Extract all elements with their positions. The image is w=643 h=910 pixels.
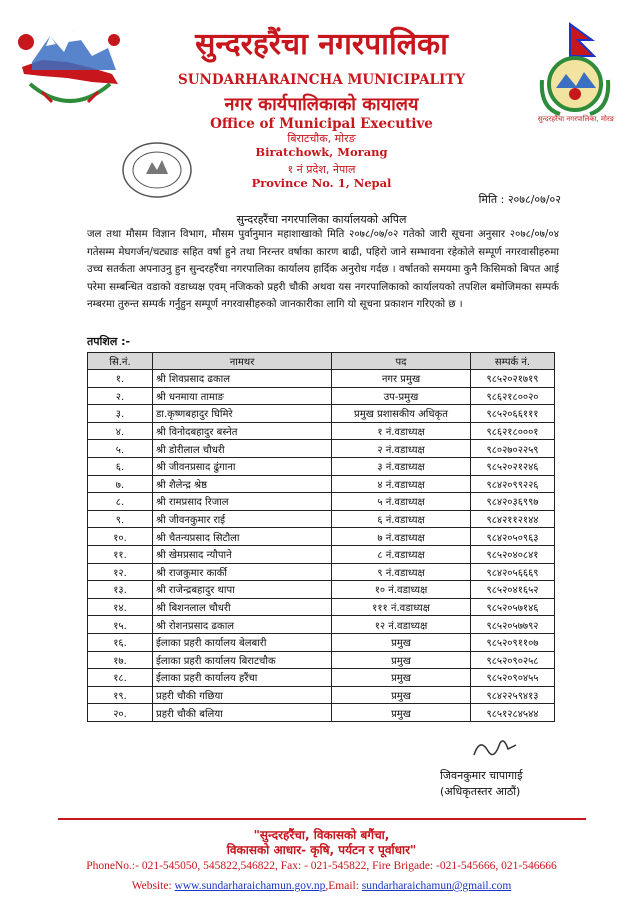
serial-cell: १३. — [88, 581, 153, 599]
municipality-logo-caption: सुन्दरहरैंचा नगरपालिका, मोरङ — [537, 115, 615, 123]
serial-cell: २०. — [88, 704, 153, 722]
serial-cell: १. — [88, 370, 153, 388]
column-header-serial: सि.नं. — [88, 353, 153, 370]
website-label: Website: — [131, 880, 175, 892]
email-label: ,Email: — [325, 880, 362, 892]
table-row — [88, 581, 555, 599]
name-cell: श्री जीवनकुमार राई — [153, 510, 332, 528]
position-cell: प्रमुख — [332, 686, 471, 704]
contact-cell: ९८५२०४०८४१ — [471, 545, 555, 563]
position-cell: नगर प्रमुख — [332, 370, 471, 388]
table-row — [88, 598, 555, 616]
position-cell: प्रमुख प्रशासकीय अधिकृत — [332, 405, 471, 423]
footer-divider — [58, 818, 586, 820]
serial-cell: ६. — [88, 457, 153, 475]
name-cell: श्री शैलेन्द्र श्रेष्ठ — [153, 475, 332, 493]
table-row — [88, 704, 555, 722]
province-nepali: १ नं प्रदेश, नेपाल — [287, 163, 356, 176]
serial-cell: १५. — [88, 616, 153, 634]
table-row — [88, 616, 555, 634]
name-cell: श्री धनमाया तामाङ — [153, 387, 332, 405]
contact-cell: ९८५२०४१६५२ — [471, 581, 555, 599]
position-cell: प्रमुख — [332, 704, 471, 722]
table-row — [88, 475, 555, 493]
table-row — [88, 545, 555, 563]
handwritten-signature — [470, 735, 520, 767]
name-cell: श्री विनोदबहादुर बस्नेत — [153, 422, 332, 440]
details-label: तपशिल :- — [87, 335, 131, 348]
table-row — [88, 493, 555, 511]
footer-phone: PhoneNo.:- 021-545050, 545822,546822, Fax: - 021-545822, Fire Brigade: -021-545666, 021-546666 — [86, 860, 557, 872]
position-cell: प्रमुख — [332, 669, 471, 687]
position-cell: ७ नं.वडाध्यक्ष — [332, 528, 471, 546]
office-stamp — [120, 140, 194, 200]
contact-cell: ९८५२०९०२५८ — [471, 651, 555, 669]
serial-cell: ९. — [88, 510, 153, 528]
position-cell: २ नं.वडाध्यक्ष — [332, 440, 471, 458]
contact-cell: ९८४२०५६६६९ — [471, 563, 555, 581]
city-english: Biratchowk, Morang — [255, 145, 388, 159]
column-header-position: पद — [332, 353, 471, 370]
contact-cell: ९८६२१८००२० — [471, 387, 555, 405]
signatory-name: जिवनकुमार चापागाई — [440, 769, 523, 782]
position-cell: ८ नं.वडाध्यक्ष — [332, 545, 471, 563]
table-row — [88, 651, 555, 669]
table-row — [88, 633, 555, 651]
position-cell: १२ नं.वडाध्यक्ष — [332, 616, 471, 634]
serial-cell: १६. — [88, 633, 153, 651]
email-link[interactable]: sundarharaichamun@gmail.com — [361, 880, 512, 892]
column-header-name: नामथर — [153, 353, 332, 370]
column-header-contact: सम्पर्क नं. — [471, 353, 555, 370]
contact-cell: ९८५१२८४५४४ — [471, 704, 555, 722]
position-cell: १११ नं.वडाध्यक्ष — [332, 598, 471, 616]
contact-cell: ९८५२०९०४५५ — [471, 669, 555, 687]
table-row — [88, 528, 555, 546]
name-cell: श्री चैतन्यप्रसाद सिटौला — [153, 528, 332, 546]
name-cell: श्री बिशनलाल चौधरी — [153, 598, 332, 616]
contact-cell: ९८४२२५९४१३ — [471, 686, 555, 704]
serial-cell: १९. — [88, 686, 153, 704]
name-cell: ईलाका प्रहरी कार्यालय हरैंचा — [153, 669, 332, 687]
serial-cell: १०. — [88, 528, 153, 546]
contact-cell: ९८५२०५७१४६ — [471, 598, 555, 616]
notice-body: जल तथा मौसम विज्ञान विभाग, मौसम पुर्वानुमान महाशाखाको मिति २०७८/०७/०२ गतेको जारी सूचना अनुसार २०७८/०७/०४ गतेसम्म मेघगर्जन/चट्याङ सहित वर्षा हुने तथा निरन्तर वर्षाका कारण बाढी, पहिरो जाने सम्भावना रहेकोले सम्पूर्ण नगरवासीहरुमा उच्च सतर्कता अपनाउनु हुन सुन्दरहरैंचा नगरपालिका कार्यालय हार्दिक अनुरोध गर्दछ । वर्षातको समयमा कुनै किसिमको बिपत आई परेमा सम्बन्धित वडाको वडाध्यक्ष एवम् नजिकको प्रहरी चौकी अथवा यस नगरपालिकाको कार्यालयको तपशिल बमोजिमका सम्पर्क नम्बरमा तुरुन्त सम्पर्क गर्नुहुन सम्पूर्ण नगरवासीहरुको जानकारीका लागि यो सूचना प्रकाशन गरिएको छ । — [87, 229, 559, 310]
contact-table — [87, 352, 555, 722]
municipality-name-nepali: सुन्दरहरैंचा नगरपालिका — [195, 27, 448, 62]
position-cell: उप-प्रमुख — [332, 387, 471, 405]
contact-cell: ९८५२०९११०७ — [471, 633, 555, 651]
position-cell: ४ नं.वडाध्यक्ष — [332, 475, 471, 493]
position-cell: प्रमुख — [332, 651, 471, 669]
signatory-title: (अधिकृतस्तर आठौं) — [440, 785, 521, 798]
table-row — [88, 669, 555, 687]
city-nepali: बिराटचौक, मोरङ — [287, 132, 356, 145]
contact-cell: ९८५२०२१२४६ — [471, 457, 555, 475]
table-row — [88, 686, 555, 704]
serial-cell: ११. — [88, 545, 153, 563]
position-cell: ३ नं.वडाध्यक्ष — [332, 457, 471, 475]
table-row — [88, 457, 555, 475]
contact-cell: ९८५२०२१७१९ — [471, 370, 555, 388]
position-cell: ६ नं.वडाध्यक्ष — [332, 510, 471, 528]
name-cell: श्री शिवप्रसाद ढकाल — [153, 370, 332, 388]
contact-cell: ९८४२११२१४४ — [471, 510, 555, 528]
contact-cell: ९८६२१८०००१ — [471, 422, 555, 440]
name-cell: प्रहरी चौकी गछिया — [153, 686, 332, 704]
position-cell: १० नं.वडाध्यक्ष — [332, 581, 471, 599]
name-cell: श्री डोरीलाल चौधरी — [153, 440, 332, 458]
website-link[interactable]: www.sundarharaichamun.gov.np — [174, 880, 326, 892]
contact-cell: ९८५२०६६१११ — [471, 405, 555, 423]
name-cell: श्री रामप्रसाद रिजाल — [153, 493, 332, 511]
footer-contact-line — [0, 880, 643, 892]
footer-slogan-line2: विकासको आधार- कृषि, पर्यटन र पूर्वाधार" — [226, 843, 417, 857]
contact-cell: ९८४२०५०९६३ — [471, 528, 555, 546]
office-name-nepali: नगर कार्यपालिकाको कायालय — [224, 94, 419, 115]
name-cell: डा.कृष्णबहादुर घिमिरे — [153, 405, 332, 423]
table-row — [88, 440, 555, 458]
contact-cell: ९८४२०९९२२६ — [471, 475, 555, 493]
name-cell: श्री राजकुमार कार्की — [153, 563, 332, 581]
contact-cell: ९८५२०५७७९२ — [471, 616, 555, 634]
position-cell: ५ नं.वडाध्यक्ष — [332, 493, 471, 511]
municipality-name-english: SUNDARHARAINCHA MUNICIPALITY — [177, 72, 466, 88]
notice-date: मिति : २०७८/०७/०२ — [478, 193, 561, 206]
notice-title: सुन्दरहरैंचा नगरपालिका कार्यालयको अपिल — [236, 213, 407, 226]
table-row — [88, 510, 555, 528]
position-cell: प्रमुख — [332, 633, 471, 651]
serial-cell: १८. — [88, 669, 153, 687]
serial-cell: २. — [88, 387, 153, 405]
name-cell: श्री खेमप्रसाद न्यौपाने — [153, 545, 332, 563]
serial-cell: ४. — [88, 422, 153, 440]
office-name-english: Office of Municipal Executive — [210, 116, 433, 132]
name-cell: प्रहरी चौकी बलिया — [153, 704, 332, 722]
table-row — [88, 387, 555, 405]
province-english: Province No. 1, Nepal — [251, 176, 392, 190]
government-emblem-logo — [12, 22, 128, 118]
name-cell: श्री रोशनप्रसाद ढकाल — [153, 616, 332, 634]
name-cell: ईलाका प्रहरी कार्यालय बेलबारी — [153, 633, 332, 651]
serial-cell: १२. — [88, 563, 153, 581]
contact-cell: ९८०२७०२२५९ — [471, 440, 555, 458]
position-cell: १ नं.वडाध्यक्ष — [332, 422, 471, 440]
table-row — [88, 422, 555, 440]
position-cell: ९ नं.वडाध्यक्ष — [332, 563, 471, 581]
municipality-logo — [520, 22, 630, 122]
serial-cell: १७. — [88, 651, 153, 669]
name-cell: ईलाका प्रहरी कार्यालय बिराटचौक — [153, 651, 332, 669]
name-cell: श्री राजेन्द्रबहादुर थापा — [153, 581, 332, 599]
table-row — [88, 563, 555, 581]
footer-slogan-line1: "सुन्दरहरैंचा, विकासको बगैंचा, — [253, 828, 390, 842]
serial-cell: ५. — [88, 440, 153, 458]
serial-cell: ३. — [88, 405, 153, 423]
serial-cell: ७. — [88, 475, 153, 493]
serial-cell: १४. — [88, 598, 153, 616]
table-row — [88, 405, 555, 423]
serial-cell: ८. — [88, 493, 153, 511]
table-header-row — [88, 353, 555, 370]
contact-cell: ९८४२०३६९९७ — [471, 493, 555, 511]
name-cell: श्री जीवनप्रसाद ढुंगाना — [153, 457, 332, 475]
table-row — [88, 370, 555, 388]
